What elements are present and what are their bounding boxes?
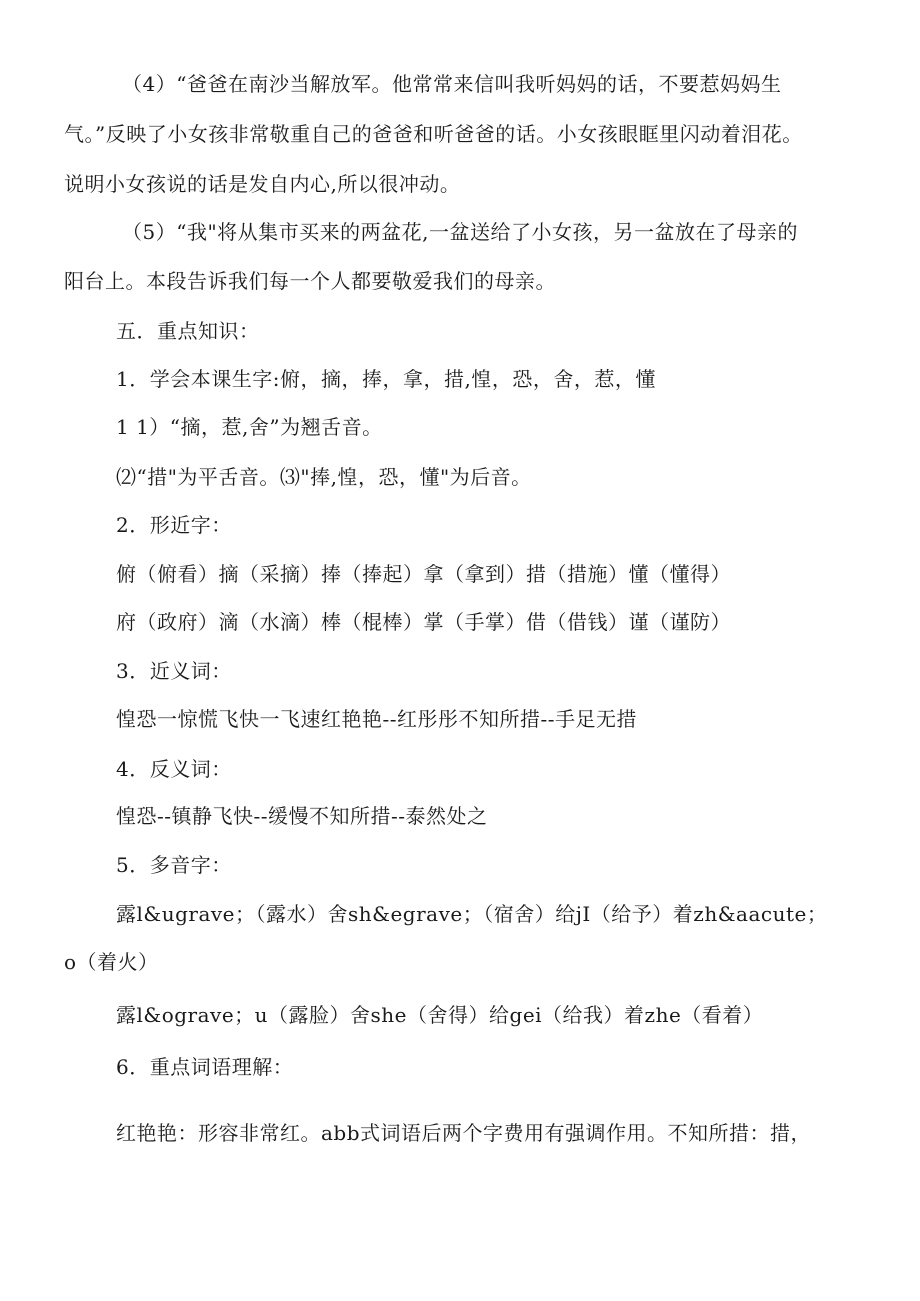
item-5-heading: 5．多音字： [116, 853, 232, 877]
item-2-row-1: 俯（俯看）摘（采摘）捧（捧起）拿（拿到）措（措施）懂（懂得） [116, 562, 731, 586]
item-5-line-3: 露l&ograve；u（露脸）舍she（舍得）给gei（给我）着zhe（看着） [116, 1003, 764, 1027]
item-4-content: 惶恐--镇静飞快--缓慢不知所措--泰然处之 [116, 804, 488, 828]
section-heading-key-knowledge: 五．重点知识： [116, 319, 260, 343]
item-6-heading: 6．重点词语理解： [116, 1055, 294, 1079]
item-1-sub-1: 1 1）“摘，惹,舍”为翘舌音。 [116, 415, 383, 439]
paragraph-4-line-1: （4）“爸爸在南沙当解放军。他常常来信叫我听妈妈的话，不要惹妈妈生 [122, 72, 782, 96]
paragraph-5-line-2: 阳台上。本段告诉我们每一个人都要敬爱我们的母亲。 [64, 269, 556, 293]
item-2-heading: 2．形近字： [116, 513, 232, 537]
item-1-sub-2-3: ⑵“措"为平舌音。⑶"捧,惶，恐，懂"为后音。 [116, 465, 532, 489]
item-6-content: 红艳艳：形容非常红。abb式词语后两个字费用有强调作用。不知所措：措， [116, 1121, 812, 1145]
item-4-heading: 4．反义词： [116, 757, 232, 781]
item-3-heading: 3．近义词： [116, 659, 232, 683]
paragraph-4-line-2: 气。”反映了小女孩非常敬重自己的爸爸和听爸爸的话。小女孩眼眶里闪动着泪花。 [64, 122, 803, 146]
item-5-line-2: o（着火） [64, 950, 159, 974]
item-1-new-characters: 1．学会本课生字:俯，摘，捧，拿，措,惶，恐，舍，惹，懂 [116, 367, 656, 391]
item-5-line-1: 露l&ugrave；（露水）舍sh&egrave；（宿舍）给jI（给予）着zh&aacute； [116, 902, 828, 926]
item-3-content: 惶恐一惊慌飞快一飞速红艳艳--红彤彤不知所措--手足无措 [116, 707, 638, 731]
paragraph-5-line-1: （5）“我"将从集市买来的两盆花,一盆送给了小女孩，另一盆放在了母亲的 [122, 220, 799, 244]
paragraph-4-line-3: 说明小女孩说的话是发自内心,所以很冲动。 [64, 172, 461, 196]
item-2-row-2: 府（政府）滴（水滴）棒（棍棒）掌（手掌）借（借钱）谨（谨防） [116, 610, 731, 634]
